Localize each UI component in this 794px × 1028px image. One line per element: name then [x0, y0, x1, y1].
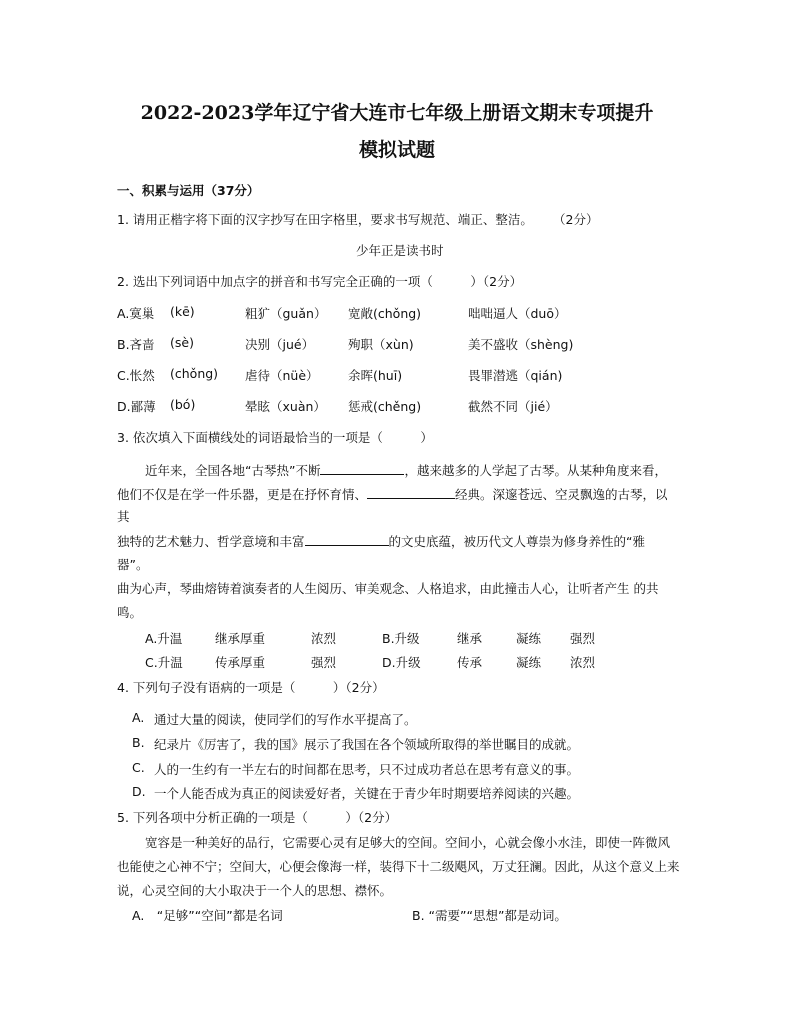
q3-line-1a: 近年来，全国各地“古琴热”不断: [145, 463, 321, 478]
q2-d-word: D.鄙薄: [117, 399, 156, 414]
document-title: 2022-2023学年辽宁省大连市七年级上册语文期末专项提升: [140, 102, 654, 124]
q4-d-text: 一个人能否成为真正的阅读爱好者，关键在于青少年时期要培养阅读的兴趣。: [154, 786, 580, 801]
q4-b-letter: B.: [132, 735, 145, 750]
q3-blank-1: [320, 460, 404, 475]
q2-c-pinyin: (chǒng): [170, 366, 219, 381]
q2-d-item2: 晕眩（xuàn）: [245, 399, 326, 414]
q2-b-pinyin: (sè): [170, 335, 194, 350]
question-3-text: 3. 依次填入下面横线处的词语最恰当的一项是（ ）: [117, 430, 433, 445]
question-2-text: 2. 选出下列词语中加点字的拼音和书写完全正确的一项（ ）（2分）: [117, 274, 523, 289]
q4-a-letter: A.: [132, 710, 145, 725]
q2-d-item3: 惩戒(chěng): [348, 399, 422, 414]
q3-b-1: B.升级: [382, 631, 420, 646]
q5-option-b: B. “需要”“思想”都是动词。: [412, 908, 567, 923]
q4-a-text: 通过大量的阅读，使同学们的写作水平提高了。: [154, 712, 417, 727]
q3-d-3: 凝练: [516, 655, 542, 670]
q3-line-4b: 的文史底蕴，被历代文人尊崇为修身养性的“雅: [388, 534, 645, 549]
q2-b-word: B.吝啬: [117, 337, 155, 352]
q3-line-2b: 经典。深邃苍远、空灵飘逸的古琴，以: [455, 487, 668, 502]
q2-a-item3: 宽敞(chǒng): [348, 306, 422, 321]
q2-d-pinyin: (bó): [170, 397, 196, 412]
q3-line-5: 器”。: [117, 557, 149, 572]
question-1-score: （2分）: [553, 212, 599, 227]
q3-blank-2: [367, 484, 455, 499]
q3-blank-3: [305, 531, 389, 546]
q3-line-2a: 他们不仅是在学一件乐器，更是在抒怀育情、: [117, 487, 368, 502]
section-heading: 一、积累与运用（37分）: [117, 183, 260, 198]
q3-line-4: [117, 531, 645, 550]
q2-b-item4: 美不盛收（shèng): [468, 337, 574, 352]
q3-c-3: 强烈: [311, 655, 337, 670]
q2-c-item3: 余晖(huī): [348, 368, 403, 383]
q5-option-a: A. “足够”“空间”都是名词: [132, 908, 283, 923]
q3-d-2: 传承: [457, 655, 483, 670]
q2-c-item4: 畏罪潜逃（qián): [468, 368, 563, 383]
q3-line-2: [117, 484, 668, 503]
q3-line-4a: 独特的艺术魅力、哲学意境和丰富: [117, 534, 305, 549]
q5-passage-2: 也能使之心神不宁；空间大，心便会像海一样，装得下十二级飓风，万丈狂澜。因此，从这个意义上来: [117, 859, 680, 874]
q2-b-item2: 决别（jué）: [245, 337, 315, 352]
q5-passage-1: 宽容是一种美好的品行，它需要心灵有足够大的空间。空间小，心就会像小水洼，即使一阵微风: [145, 835, 671, 850]
question-5-text: 5. 下列各项中分析正确的一项是（ ）（2分）: [117, 810, 398, 825]
q3-line-6: 曲为心声，琴曲熔铸着演奏者的人生阅历、审美观念、人格追求，由此撞击人心，让听者产生 的共: [117, 581, 659, 596]
question-1-phrase: 少年正是读书时: [356, 243, 444, 258]
q3-b-3: 凝练: [516, 631, 542, 646]
q3-line-3: 其: [117, 509, 130, 524]
question-4-text: 4. 下列句子没有语病的一项是（ ）（2分）: [117, 680, 385, 695]
q3-d-1: D.升级: [382, 655, 421, 670]
q4-b-text: 纪录片《厉害了，我的国》展示了我国在各个领域所取得的举世瞩目的成就。: [154, 737, 580, 752]
q2-c-word: C.怅然: [117, 368, 155, 383]
q3-line-1: [145, 460, 667, 479]
q3-b-4: 强烈: [570, 631, 596, 646]
q3-a-1: A.升温: [145, 631, 183, 646]
q4-c-letter: C.: [132, 760, 145, 775]
q3-d-4: 浓烈: [570, 655, 596, 670]
q2-a-pinyin: (kē): [170, 304, 195, 319]
q4-d-letter: D.: [132, 784, 146, 799]
q2-a-item2: 粗犷（guǎn）: [245, 306, 327, 321]
q3-a-3: 浓烈: [311, 631, 337, 646]
q2-a-item4: 咄咄逼人（duō）: [468, 306, 567, 321]
q3-line-1b: ，越来越多的人学起了古琴。从某种角度来看，: [404, 463, 667, 478]
document-subtitle: 模拟试题: [358, 139, 435, 161]
q2-a-word: A.寞巢: [117, 306, 155, 321]
q2-b-item3: 殉职（xùn): [348, 337, 414, 352]
q3-c-2: 传承厚重: [215, 655, 266, 670]
question-1-text: 1. 请用正楷字将下面的汉字抄写在田字格里，要求书写规范、端正、整洁。: [117, 212, 533, 227]
q3-a-2: 继承厚重: [215, 631, 266, 646]
q3-c-1: C.升温: [145, 655, 183, 670]
q3-line-7: 鸣。: [117, 605, 143, 620]
q2-c-item2: 虐待（nüè）: [245, 368, 319, 383]
q5-passage-3: 说，心灵空间的大小取决于一个人的思想、襟怀。: [117, 883, 393, 898]
q3-b-2: 继承: [457, 631, 483, 646]
q4-c-text: 人的一生约有一半左右的时间都在思考，只不过成功者总在思考有意义的事。: [154, 762, 580, 777]
q2-d-item4: 截然不同（jié）: [468, 399, 558, 414]
